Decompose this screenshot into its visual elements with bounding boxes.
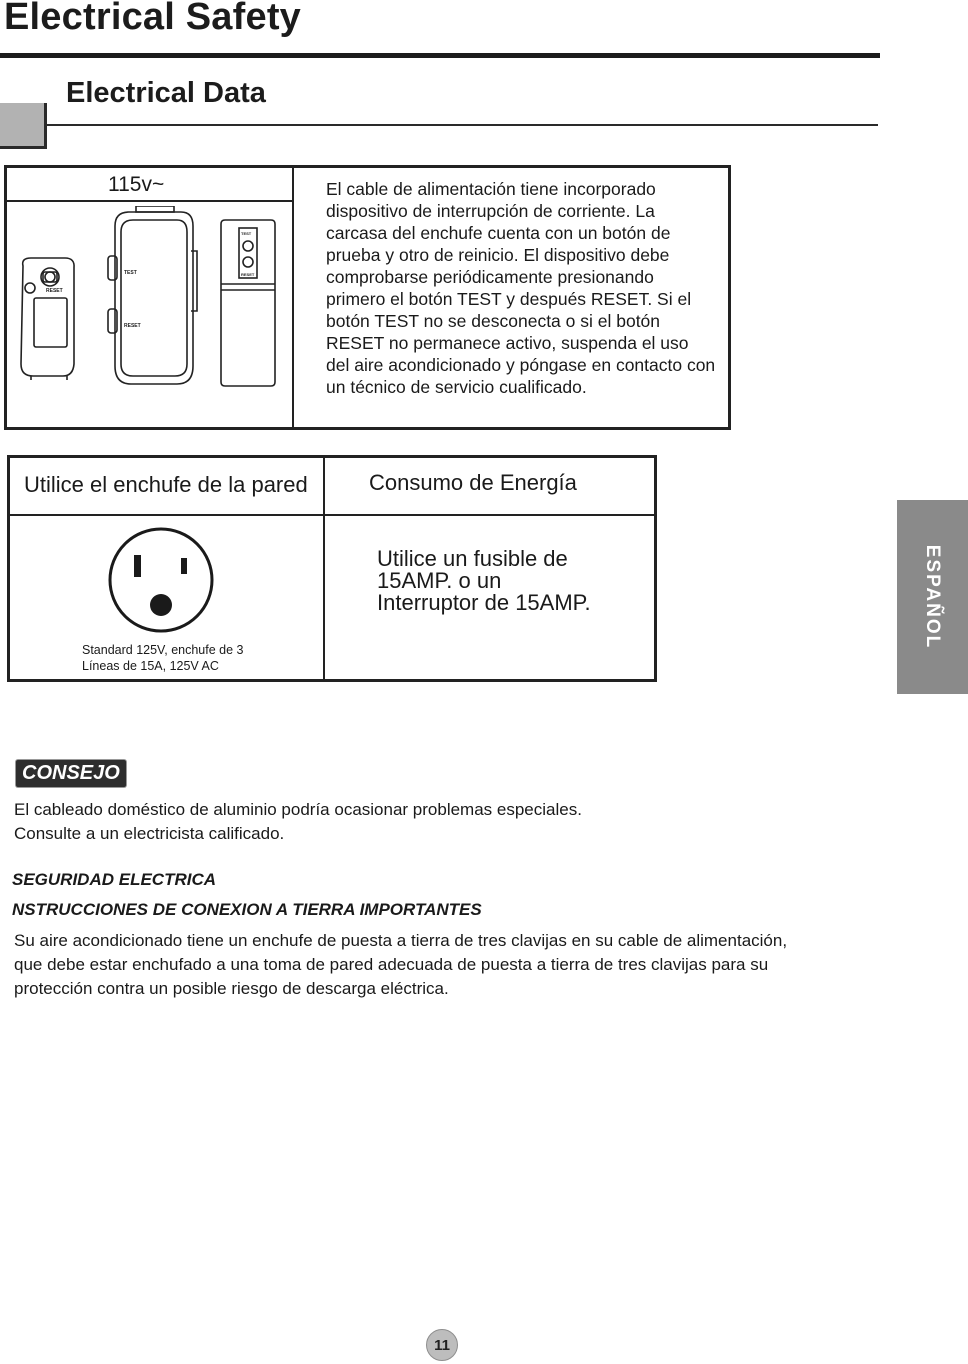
column-divider xyxy=(292,168,294,427)
fuse-line: Interruptor de 15AMP. xyxy=(377,590,591,615)
language-tab-label: ESPAÑOL xyxy=(922,544,944,650)
small-plug-illustration xyxy=(21,258,74,380)
gfci-description: El cable de alimentación tiene incorporado dispositivo de interrupción de corriente. La carcasa del enchufe cuenta con un botón de prueba y otro de reinicio. El dispositivo debe comprobarse periódicamente presionando primero el botón TEST y después RESET. Si el botón TEST no se desconecta o si el botón RESET no permanece activo, suspenda el uso del aire acondicionado y póngase en contacto con un técnico de servicio cualificado. xyxy=(326,179,716,397)
slim-plug-reset-label: RESET xyxy=(241,272,255,277)
page-title: Electrical Safety xyxy=(4,0,302,38)
language-tab-label-wrap xyxy=(897,500,968,694)
section-marker xyxy=(0,103,47,149)
grounding-text xyxy=(14,929,854,1001)
heading-divider xyxy=(10,514,654,516)
title-rule xyxy=(0,53,880,58)
outlet-caption xyxy=(82,642,312,674)
column-divider xyxy=(323,458,325,679)
grounding-instructions-heading: NSTRUCCIONES DE CONEXION A TIERRA IMPORTANTES xyxy=(12,900,482,919)
tip-badge: CONSEJO xyxy=(16,760,126,787)
wall-outlet-heading: Utilice el enchufe de la pared xyxy=(24,472,308,497)
fuse-line: Utilice un fusible de xyxy=(377,546,568,571)
section-title: Electrical Data xyxy=(66,77,266,109)
grounding-line: que debe estar enchufado a una toma de pared adecuada de puesta a tierra de tres clavijas para su xyxy=(14,955,769,974)
fuse-instructions xyxy=(377,548,637,614)
tip-line: Consulte a un electricista calificado. xyxy=(14,824,285,843)
outlet-info-box xyxy=(7,455,657,682)
wall-outlet-icon xyxy=(107,526,215,634)
language-tab xyxy=(897,500,968,694)
energy-heading: Consumo de Energía xyxy=(369,470,577,495)
gfci-plugs-illustration xyxy=(9,206,289,426)
gfci-info-box xyxy=(4,165,731,430)
outlet-caption-line: Standard 125V, enchufe de 3 xyxy=(82,643,244,657)
page-number: 11 xyxy=(426,1329,458,1361)
voltage-label: 115v~ xyxy=(108,173,165,196)
section-rule xyxy=(47,124,878,126)
slim-plug-illustration xyxy=(221,220,275,386)
outlet-caption-line: Líneas de 15A, 125V AC xyxy=(82,659,219,673)
grounding-line: Su aire acondicionado tiene un enchufe de puesta a tierra de tres clavijas en su cable de alimentación, xyxy=(14,931,788,950)
voltage-divider xyxy=(7,200,292,202)
large-plug-test-label: TEST xyxy=(124,270,137,276)
tip-text xyxy=(14,798,714,846)
large-plug-reset-label: RESET xyxy=(124,323,141,329)
fuse-line: 15AMP. o un xyxy=(377,568,502,593)
grounding-line: protección contra un posible riesgo de descarga eléctrica. xyxy=(14,979,449,998)
slim-plug-test-label: TEST xyxy=(241,231,252,236)
large-plug-illustration xyxy=(108,206,197,384)
small-plug-reset-label: RESET xyxy=(46,288,63,294)
electrical-safety-heading: SEGURIDAD ELECTRICA xyxy=(12,870,217,889)
tip-line: El cableado doméstico de aluminio podría ocasionar problemas especiales. xyxy=(14,800,582,819)
